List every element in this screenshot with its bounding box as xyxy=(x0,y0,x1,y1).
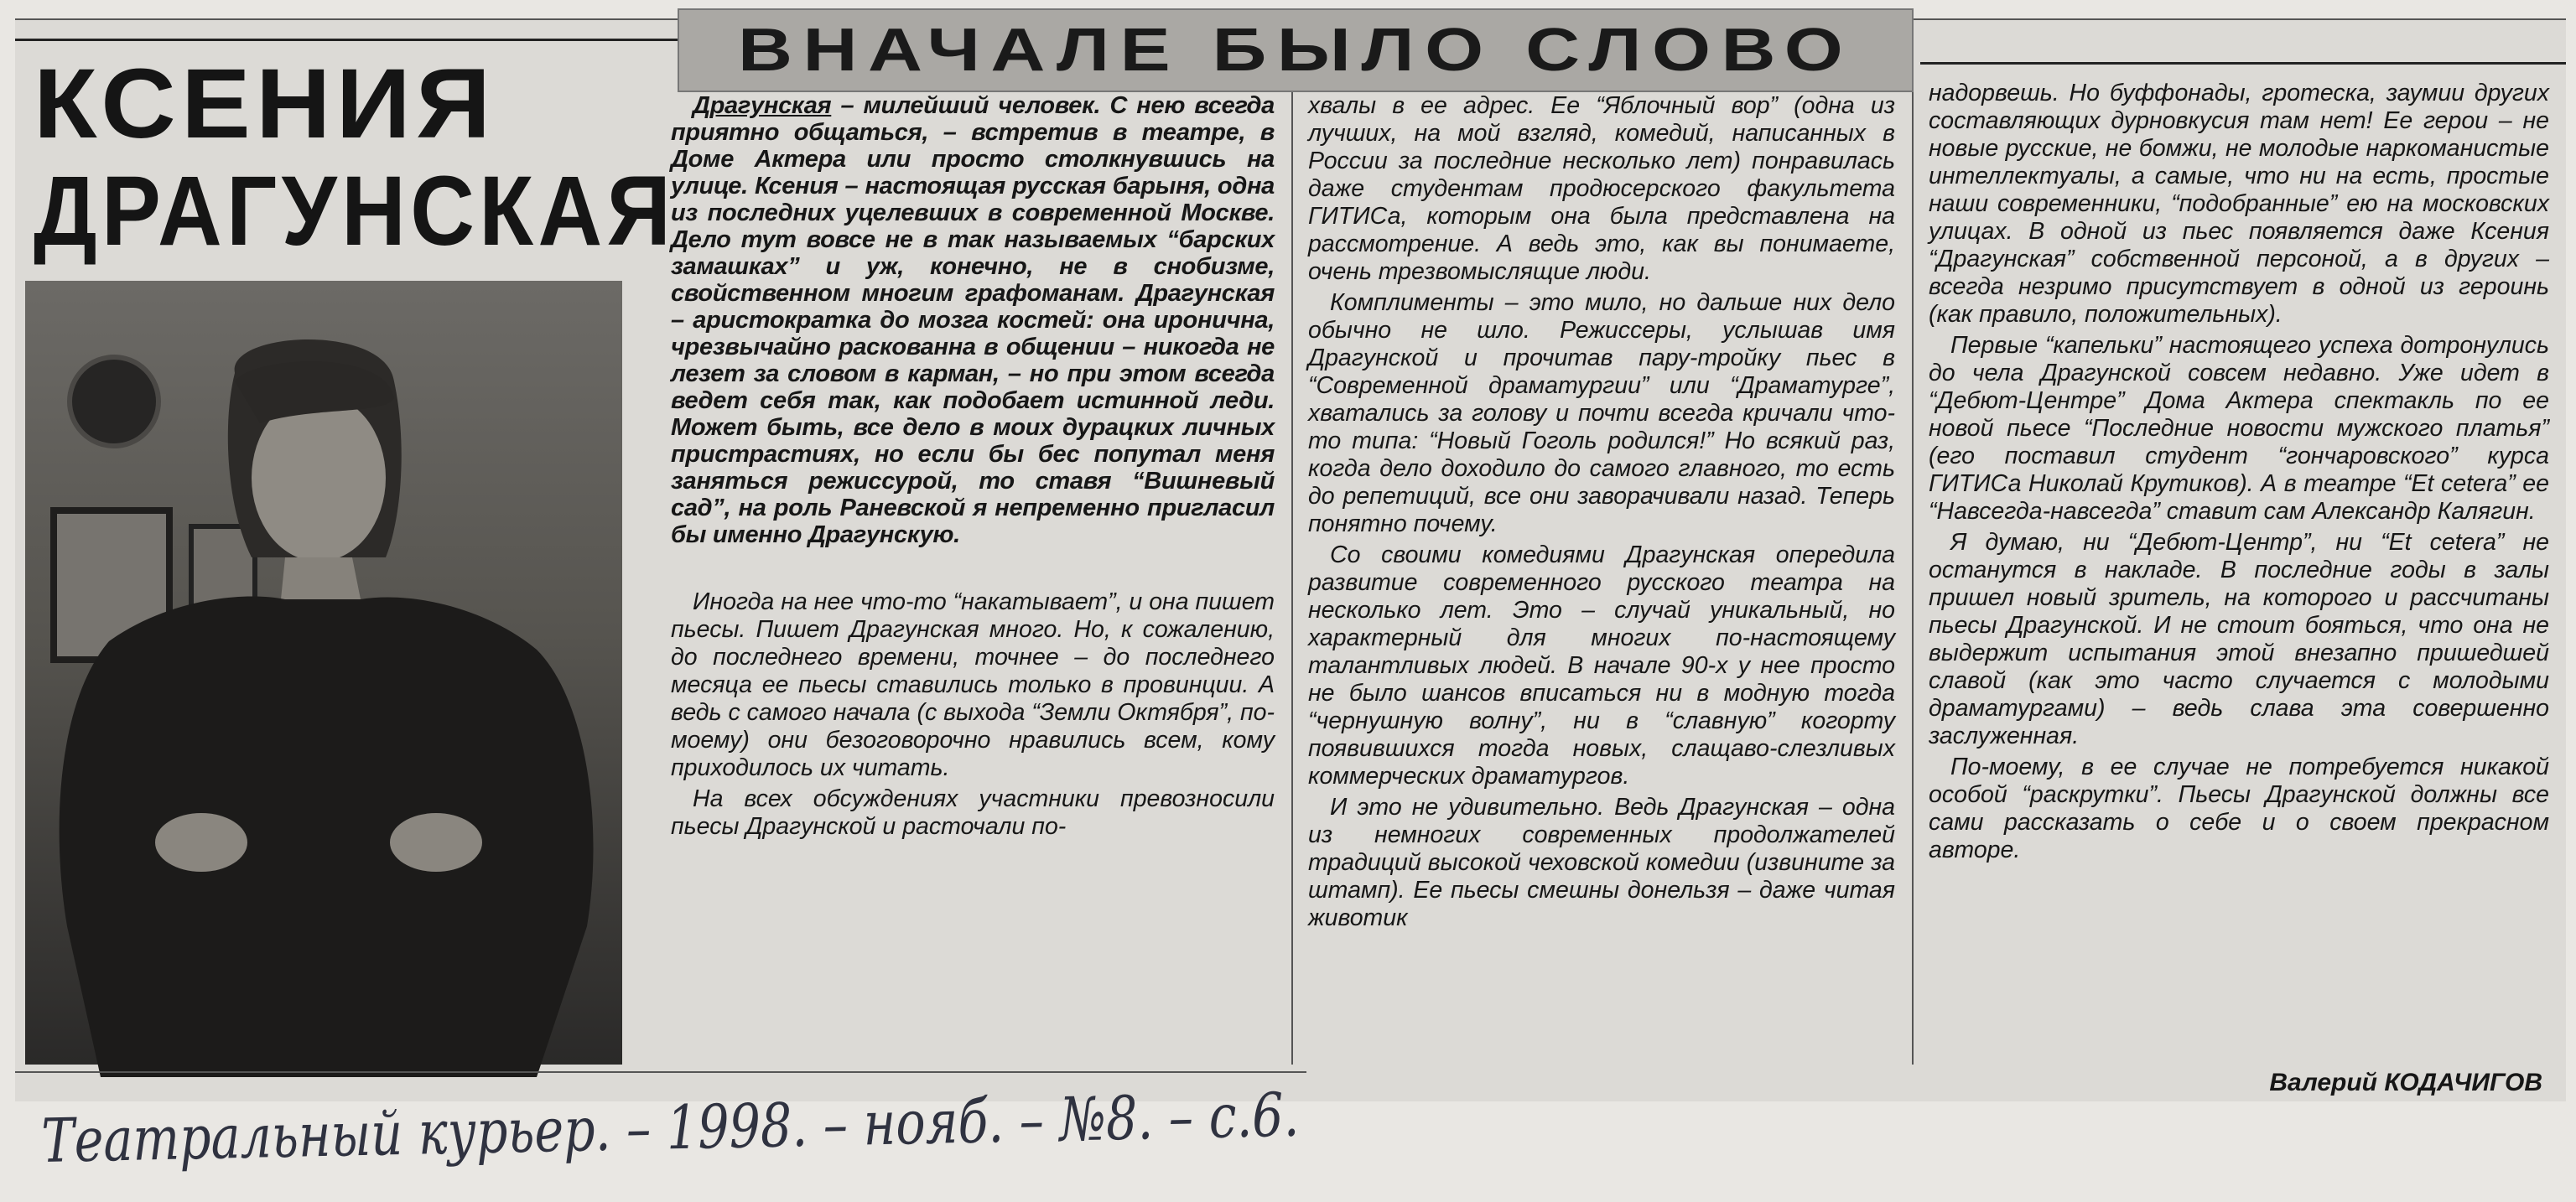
paragraph: Первые “капельки” настоящего успеха дотронулись до чела Драгунской совсем недавно. Уже идет в “Дебют-Центре” Дома Актера спектакль по ее новой пьесе “Последние новости мужского платья” (его поставил студент “гончаровского” курса ГИТИСа Николай Крутиков). А в театре “Et cetera” ее “Навсегда-навсегда” ставит сам Александр Калягин. xyxy=(1929,332,2549,525)
paragraph: По-моему, в ее случае не потребуется никакой особой “раскрутки”. Пьесы Драгунской должны все сами рассказать о себе и о своем прекрасном авторе. xyxy=(1929,754,2549,863)
lead-paragraph xyxy=(671,92,1275,548)
headline-first-name: КСЕНИЯ xyxy=(34,49,496,159)
column-3 xyxy=(1929,80,2549,864)
author-byline: Валерий КОДАЧИГОВ xyxy=(2269,1069,2542,1096)
rubric-title: ВНАЧАЛЕ БЫЛО СЛОВО xyxy=(737,17,1854,84)
paragraph: надорвешь. Но буффонады, гротеска, заумии других составляющих дурновкусия там нет! Ее герои – не новые русские, не бомжи, не молодые наркоманистые интеллектуалы, а самые, что ни на есть, простые наши современники, “подобранные” ею на московских улицах. В одной из пьес появляется даже Ксения “Драгунская” собственной персоной, а в других – всегда незримо присутствует в одной из героинь (как правило, положительных). xyxy=(1929,80,2549,328)
headline-last-name: ДРАГУНСКАЯ xyxy=(34,156,676,267)
column-1-body xyxy=(671,588,1275,841)
paragraph: Я думаю, ни “Дебют-Центр”, ни “Et cetera” не останутся в накладе. В последние годы в залы пришел новый зритель, на которого и рассчитаны пьесы Драгунской. И не стоит бояться, что она не выдержит испытания этой внезапно пришедшей славой (как это часто случается с молодыми драматургами) – ведь слава эта совершенно заслуженная. xyxy=(1929,529,2549,749)
headline-name xyxy=(34,49,676,272)
handwritten-text: Театральный курьер. – 1998. – нояб. – №8. – с.6. xyxy=(40,1073,1586,1176)
bottom-rule xyxy=(15,1071,1306,1073)
paragraph: И это не удивительно. Ведь Драгунская – одна из немногих современных продолжателей традиций высокой чеховской комедии (извините за штамп). Ее пьесы смешны донельзя – даже читая животик xyxy=(1308,794,1895,931)
paragraph: хвалы в ее адрес. Ее “Яблочный вор” (одна из лучших, на мой взгляд, комедий, написанных в России за последние несколько лет) понравилась даже студентам продюсерского факультета ГИТИСа, которым она была представлена на рассмотрение. А ведь это, как вы понимаете, очень трезвомыслящие люди. xyxy=(1308,92,1895,285)
paragraph: Со своими комедиями Драгунская опередила развитие современного русского театра на несколько лет. Это – случай уникальный, но характерный для многих по-настоящему талантливых людей. В начале 90-х у нее просто не было шансов вписаться ни в модную тогда “чернушную волну”, ни в “славную” когорту появившихся тогда новых, слащаво-слезливых коммерческих драматургов. xyxy=(1308,541,1895,790)
rubric-banner xyxy=(678,8,1914,92)
paragraph: Комплименты – это мило, но дальше них дело обычно не шло. Режиссеры, услышав имя Драгунской и прочитав пару-тройку пьес в “Современной драматургии” или “Драматурге”, хватались за голову и почти всегда кричали что-то типа: “Новый Гоголь родился!” Но всякий раз, когда дело доходило до самого главного, то есть до репетиций, все они заворачивали назад. Теперь понятно почему. xyxy=(1308,289,1895,537)
column-divider xyxy=(1912,92,1914,1065)
paragraph: На всех обсуждениях участники превозносили пьесы Драгунской и расточали по- xyxy=(671,785,1275,840)
lead-name: Драгунская xyxy=(693,92,832,119)
top-rule-left xyxy=(15,39,678,41)
handwritten-source-note xyxy=(34,1073,1586,1189)
woman-silhouette-icon xyxy=(34,323,612,1077)
lead-text: – милейший человек. С нею всегда приятно общаться, – встретив в театре, в Доме Актера или просто столкнувшись на улице. Ксения – настоящая русская барыня, одна из последних уцелевших в современной Москве. Дело тут вовсе не в так называемых “барских замашках” и уж, конечно, не в снобизме, свойственном многим графоманам. Драгунская – аристократка до мозга костей: она иронична, чрезвычайно раскованна в общении – никогда не лезет за словом в карман, – но при этом всегда ведет себя так, как подобает истинной леди. Может быть, все дело в моих дурацких личных пристрастиях, но если бы бес попутал меня заняться режиссурой, то ставя “Вишневый сад”, на роль Раневской я непременно пригласил бы именно Драгунскую. xyxy=(671,92,1275,548)
column-2 xyxy=(1308,92,1895,932)
column-divider xyxy=(1291,92,1293,1065)
column-1 xyxy=(671,92,1275,841)
paragraph: Иногда на нее что-то “накатывает”, и она пишет пьесы. Пишет Драгунская много. Но, к сожалению, до последнего времени, точнее – до последнего месяца ее пьесы ставились только в провинции. А ведь с самого начала (с выхода “Земли Октября”, по-моему) они безоговорочно нравились всем, кому приходилось их читать. xyxy=(671,588,1275,781)
top-rule-right xyxy=(1920,62,2566,65)
portrait-photo xyxy=(25,281,622,1065)
